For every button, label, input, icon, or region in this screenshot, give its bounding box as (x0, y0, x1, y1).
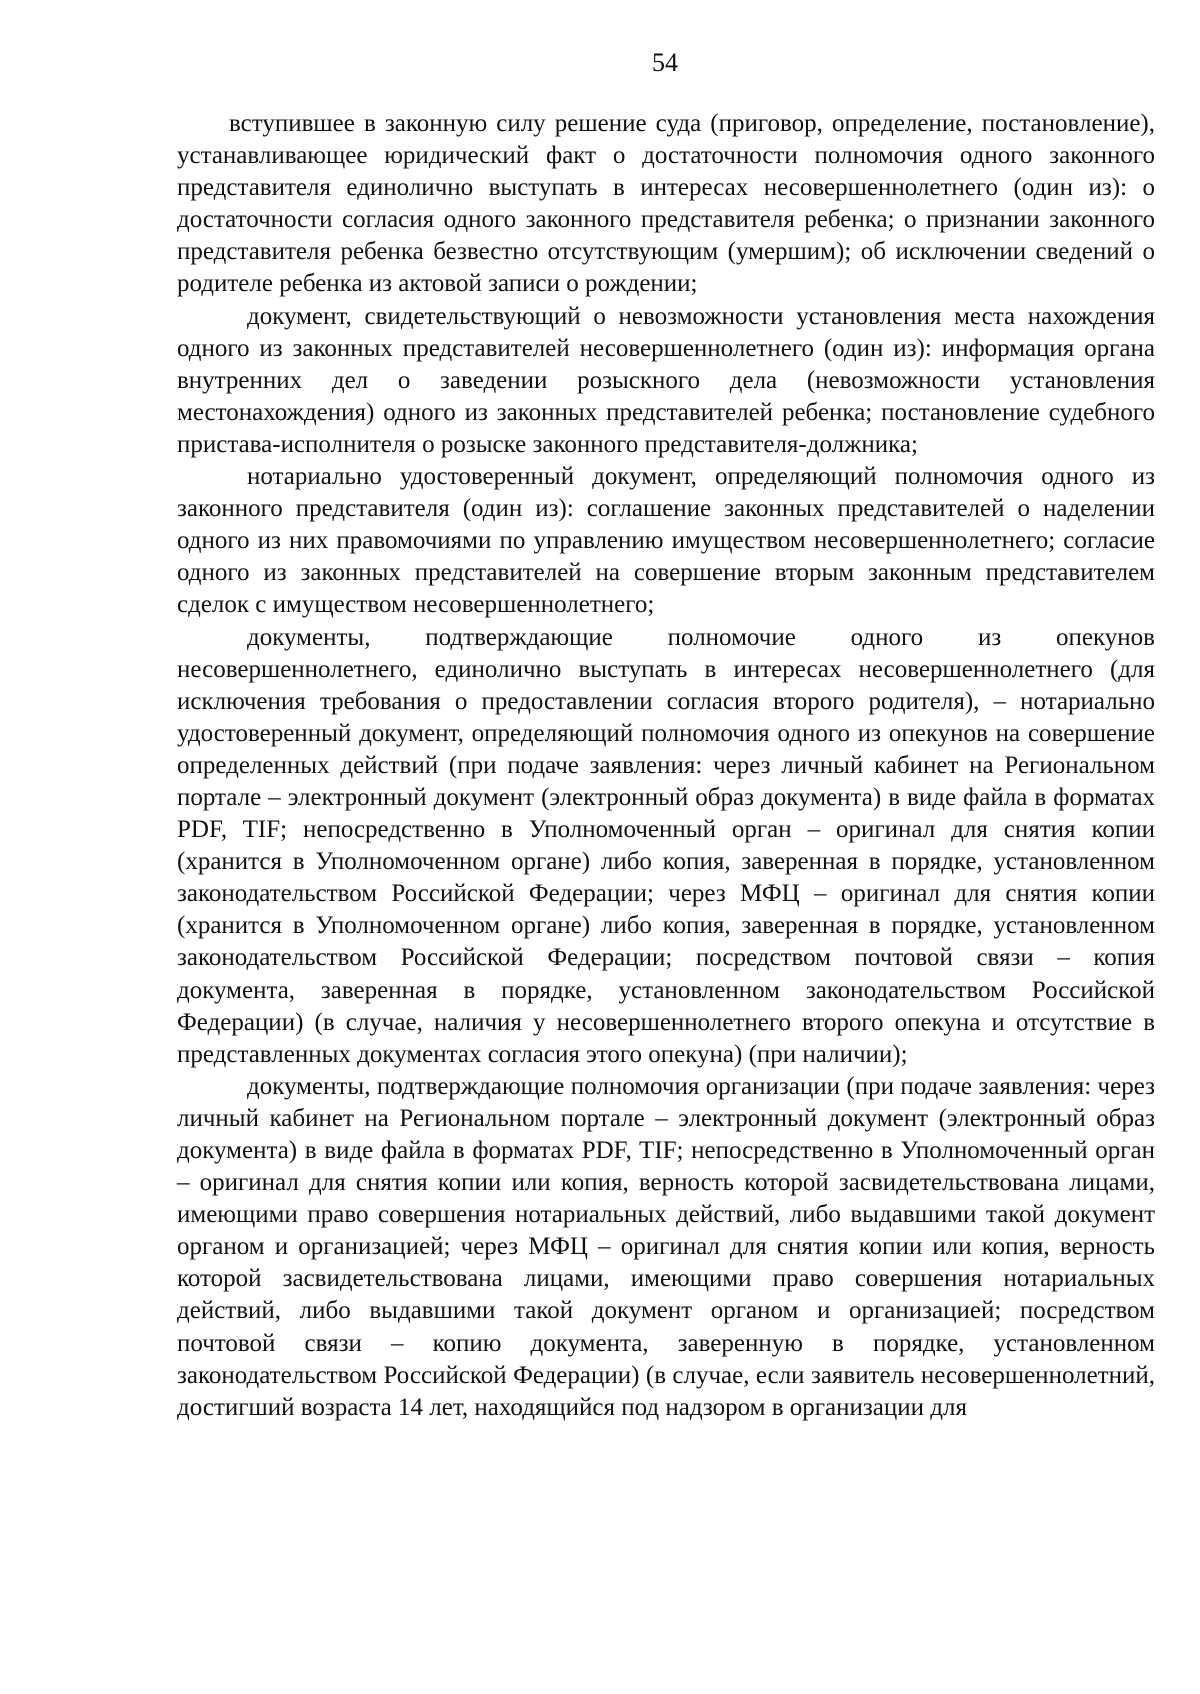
paragraph-court-decision: вступившее в законную силу решение суда (приговор, определение, постановление), устанавливающее юридический факт о достаточности полномочия одного законного представителя единолично выступать в интересах несовершеннолетнего (один из): о достаточности согласия одного законного представителя ребенка; о признании законного представителя ребенка безвестно отсутствующим (умершим); об исключении сведений о родителе ребенка из актовой записи о рождении; (177, 110, 1155, 298)
paragraph-guardian-documents: документы, подтверждающие полномочие одного из опекунов несовершеннолетнего, единолично выступать в интересах несовершеннолетнего (для исключения требования о предоставлении согласия второго родителя), – нотариально удостоверенный документ, определяющий полномочия одного из опекунов на совершение определенных действий (при подаче заявления: через личный кабинет на Региональном портале – электронный документ (электронный образ документа) в виде файла в форматах PDF, TIF; непосредственно в Уполномоченный орган – оригинал для снятия копии (хранится в Уполномоченном органе) либо копия, заверенная в порядке, установленном законодательством Российской Федерации; через МФЦ – оригинал для снятия копии (хранится в Уполномоченном органе) либо копия, заверенная в порядке, установленном законодательством Российской Федерации; посредством почтовой связи – копия документа, заверенная в порядке, установленном законодательством Российской Федерации) (в случае, наличия у несовершеннолетнего второго опекуна и отсутствие в представленных документах согласия этого опекуна) (при наличии); (177, 623, 1155, 1068)
paragraph-organization-documents: документы, подтверждающие полномочия организации (при подаче заявления: через личный кабинет на Региональном портале – электронный документ (электронный образ документа) в виде файла в форматах PDF, TIF; непосредственно в Уполномоченный орган – оригинал для снятия копии или копия, верность которой засвидетельствована лицами, имеющими право совершения нотариальных действий, либо выдавшими такой документ органом и организацией; через МФЦ – оригинал для снятия копии или копия, верность которой засвидетельствована лицами, имеющими право совершения нотариальных действий, либо выдавшими такой документ органом и организацией; посредством почтовой связи – копию документа, заверенную в порядке, установленном законодательством Российской Федерации) (в случае, если заявитель несовершеннолетний, достигший возраста 14 лет, находящийся под надзором в организации для (177, 1072, 1155, 1421)
paragraph-notarial-document: нотариально удостоверенный документ, определяющий полномочия одного из законного представителя (один из): соглашение законных представителей о наделении одного из них правомочиями по управлению имуществом несовершеннолетнего; согласие одного из законных представителей на совершение вторым законным представителем сделок с имуществом несовершеннолетнего; (177, 463, 1155, 619)
document-body (177, 108, 1155, 1424)
paragraph-location-impossibility: документ, свидетельствующий о невозможности установления места нахождения одного из законных представителей несовершеннолетнего (один из): информация органа внутренних дел о заведении розыскного дела (невозможности установления местонахождения) одного из законных представителей ребенка; постановление судебного пристава-исполнителя о розыске законного представителя-должника; (177, 302, 1155, 458)
page-number: 54 (652, 48, 678, 77)
